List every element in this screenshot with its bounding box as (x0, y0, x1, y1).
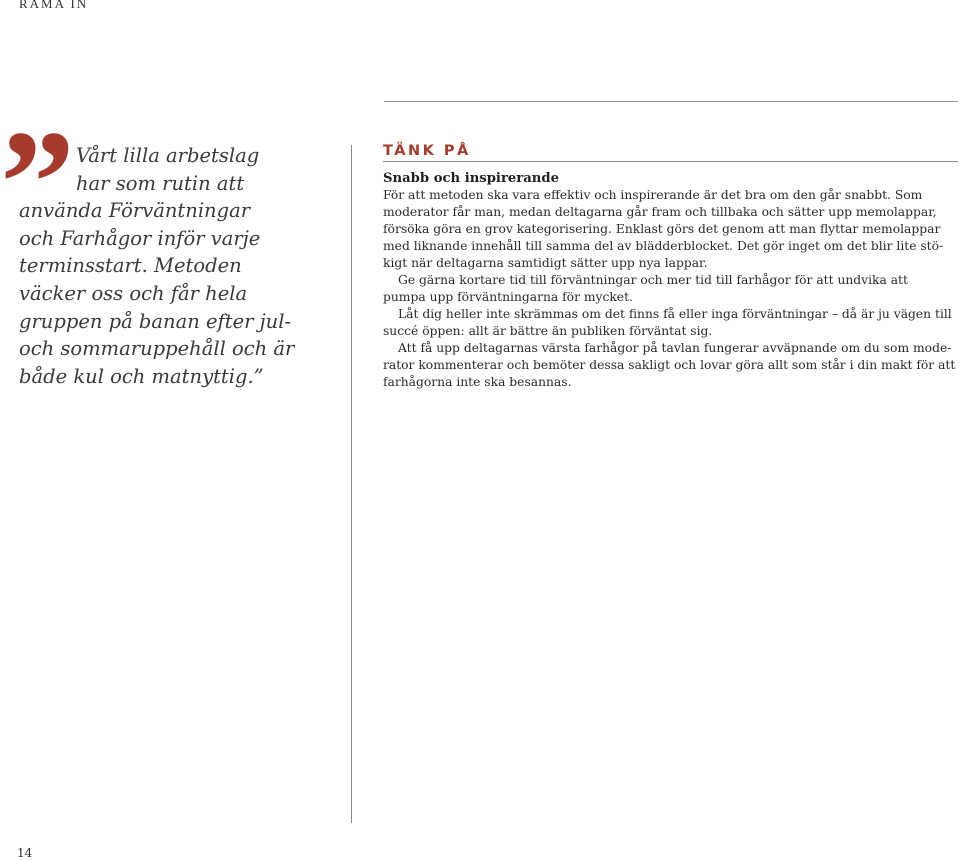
pull-quote-line: gruppen på banan efter jul- (19, 309, 292, 333)
quote-mark-icon: ” (0, 100, 75, 266)
paragraph-line: succé öppen: allt är bättre än publiken förväntat sig. (383, 324, 713, 338)
pull-quote-line: använda Förväntningar (19, 199, 251, 223)
top-rule (384, 101, 958, 102)
paragraph-line: Ge gärna kortare tid till förväntningar och mer tid till farhågor för att undvika att (398, 273, 908, 287)
paragraph-line: kigt när deltagarna samtidigt sätter upp nya lappar. (383, 256, 708, 270)
pull-quote-line: både kul och matnyttig.” (19, 364, 264, 388)
sidebar-paragraph (383, 306, 958, 340)
paragraph-line: moderator får man, medan deltagarna går fram och tillbaka och sätter upp memolappar, (383, 205, 937, 219)
paragraph-line: Att få upp deltagarnas värsta farhågor på tavlan fungerar avväpnande om du som mode- (398, 341, 952, 355)
sidebar-paragraph (383, 272, 958, 306)
page-number: 14 (17, 846, 33, 860)
sidebar-paragraph (383, 340, 958, 391)
column-divider (351, 145, 352, 823)
pull-quote-line: och sommaruppehåll och är (19, 337, 295, 361)
pull-quote-line: och Farhågor inför varje (19, 226, 261, 250)
sidebar-subtitle: Snabb och inspirerande (383, 171, 559, 186)
running-head: RAMA IN (19, 0, 89, 11)
pull-quote-line: Vårt lilla arbetslag (76, 144, 260, 167)
paragraph-line: Låt dig heller inte skrämmas om det finns få eller inga förväntningar – då är ju vägen till (398, 307, 952, 321)
paragraph-line: rator kommenterar och bemöter dessa sakligt och lovar göra allt som står i din makt för att (383, 358, 956, 372)
pull-quote-line: terminsstart. Metoden (19, 254, 242, 278)
paragraph-line: med liknande innehåll till samma del av blädderblocket. Det gör inget om det blir lite stö- (383, 239, 944, 253)
pull-quote-line: väcker oss och får hela (19, 281, 248, 305)
sidebar-rule (383, 161, 958, 162)
paragraph-line: För att metoden ska vara effektiv och inspirerande är det bra om den går snabbt. Som (383, 188, 923, 202)
pull-quote-line: har som rutin att (76, 171, 245, 195)
pull-quote (19, 142, 339, 390)
paragraph-line: pumpa upp förväntningarna för mycket. (383, 290, 633, 304)
sidebar-title: TÄNK PÅ (383, 143, 471, 159)
sidebar-paragraph (383, 187, 958, 272)
paragraph-line: försöka göra en grov kategorisering. Enklast görs det genom att man flyttar memolappar (383, 222, 941, 236)
paragraph-line: farhågorna inte ska besannas. (383, 375, 572, 389)
tips-sidebar (383, 141, 958, 391)
